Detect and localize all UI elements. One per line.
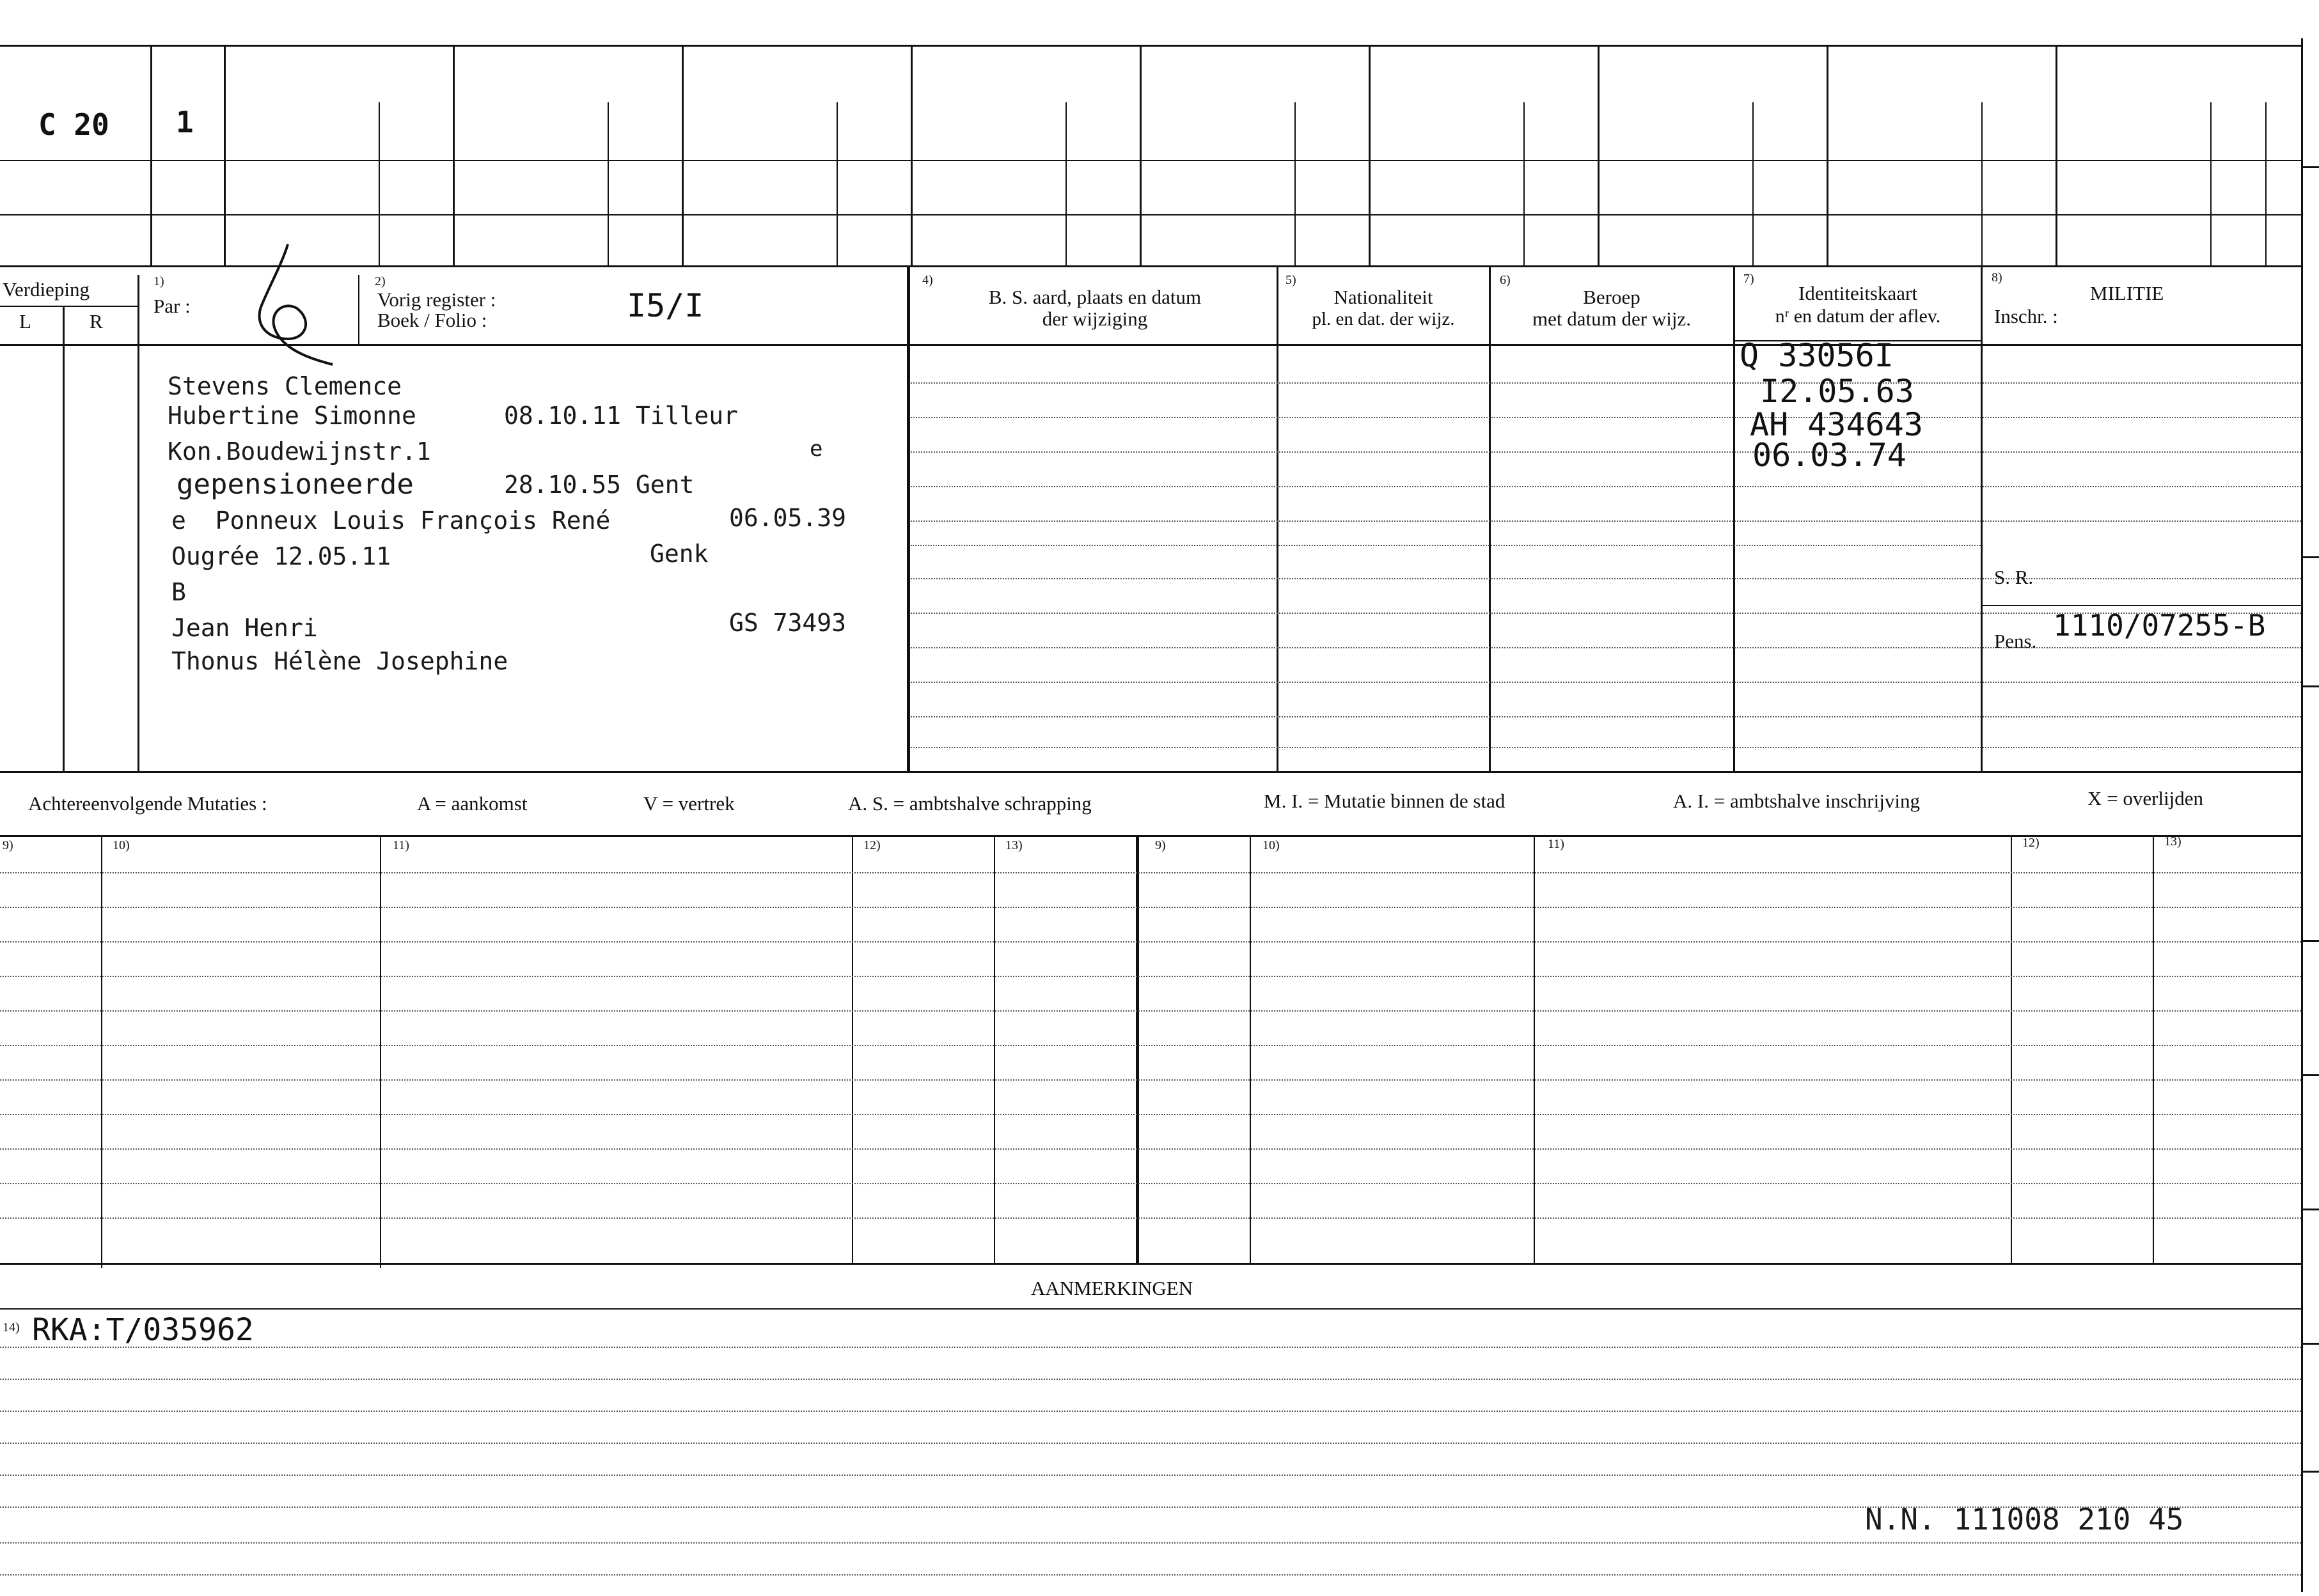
col10-label-right: 10) [1262, 838, 1280, 852]
pens-label: Pens. [1994, 630, 2037, 652]
militie-title: MILITIE [2090, 282, 2164, 304]
person-father: Jean Henri [171, 614, 318, 642]
person-occupation: gepensioneerde [177, 468, 414, 501]
verdieping-r-label: R [90, 310, 103, 332]
person-name: Stevens Clemence [168, 372, 402, 400]
person-mark-b: B [171, 578, 186, 606]
person-spouse-birth: Ougrée 12.05.11 [171, 542, 391, 570]
beroep-label-2: met datum der wijz. [1532, 308, 1691, 330]
id-card-date-2: 06.03.74 [1752, 437, 1906, 474]
legend-mutatie: M. I. = Mutatie binnen de stad [1264, 790, 1505, 812]
person-marriage-date: 06.05.39 [729, 504, 847, 532]
id-label-1: Identiteitskaart [1798, 282, 1917, 304]
id-label-2: nʳ en datum der aflev. [1775, 306, 1941, 327]
person-given-names: Hubertine Simonne [168, 402, 416, 430]
bs-label-2: der wijziging [1042, 308, 1148, 330]
col12-label-right: 12) [2022, 836, 2040, 850]
person-gs-number: GS 73493 [729, 609, 847, 637]
aanmerkingen-title: AANMERKINGEN [1031, 1277, 1193, 1299]
verdieping-label: Verdieping [3, 278, 90, 301]
bs-label-1: B. S. aard, plaats en datum [988, 286, 1202, 308]
col9-label-right: 9) [1155, 838, 1166, 852]
person-mark-e: e [810, 436, 823, 462]
vorig-register-label: Vorig register : [377, 288, 496, 311]
vorig-register-value: I5/I [627, 287, 704, 324]
id-card-date-1: I2.05.63 [1760, 373, 1914, 410]
national-number: N.N. 111008 210 45 [1865, 1502, 2184, 1537]
person-spouse: e Ponneux Louis François René [171, 506, 611, 535]
bs-number: 4) [922, 273, 933, 287]
aanmerkingen-number: 14) [3, 1320, 20, 1334]
col9-label-left: 9) [3, 838, 13, 852]
rka-reference: RKA:T/035962 [32, 1312, 254, 1348]
legend-inschrijving: A. I. = ambtshalve inschrijving [1673, 790, 1920, 812]
person-marriage-place: Genk [650, 540, 709, 568]
col12-label-left: 12) [863, 838, 881, 852]
legend-overlijden: X = overlijden [2087, 787, 2204, 810]
par-label: Par : [153, 295, 191, 317]
person-occupation-date: 28.10.55 Gent [504, 471, 695, 499]
mutaties-title: Achtereenvolgende Mutaties : [28, 792, 267, 815]
beroep-number: 6) [1500, 273, 1511, 287]
par-mark-signature [243, 237, 371, 377]
col11-label-right: 11) [1548, 837, 1564, 851]
person-mother: Thonus Hélène Josephine [171, 647, 508, 675]
id-number: 7) [1743, 272, 1754, 286]
col11-label-left: 11) [393, 838, 409, 852]
grid-code: C 20 [38, 107, 109, 142]
legend-schrapping: A. S. = ambtshalve schrapping [848, 792, 1092, 815]
par-number: 1) [153, 274, 164, 288]
pens-value: 1110/07255-B [2053, 608, 2266, 643]
beroep-label-1: Beroep [1583, 286, 1640, 308]
nat-number: 5) [1285, 273, 1296, 287]
militie-number: 8) [1992, 270, 2002, 285]
id-card-number-2: AH 434643 [1750, 406, 1923, 443]
person-address: Kon.Boudewijnstr.1 [168, 437, 431, 465]
col13-label-right: 13) [2164, 834, 2181, 849]
legend-aankomst: A = aankomst [417, 792, 528, 815]
vorig-number: 2) [375, 274, 386, 288]
id-card-number-1: Q 33056I [1740, 337, 1894, 374]
grid-number: 1 [176, 105, 194, 139]
person-birth: 08.10.11 Tilleur [504, 402, 739, 430]
col13-label-left: 13) [1005, 838, 1023, 852]
sr-label: S. R. [1994, 566, 2034, 588]
nat-label-2: pl. en dat. der wijz. [1312, 309, 1455, 329]
nat-label-1: Nationaliteit [1333, 286, 1433, 308]
inschr-label: Inschr. : [1994, 305, 2058, 327]
legend-vertrek: V = vertrek [643, 792, 735, 815]
verdieping-l-label: L [19, 310, 31, 332]
boek-folio-label: Boek / Folio : [377, 309, 487, 331]
col10-label-left: 10) [113, 838, 130, 852]
